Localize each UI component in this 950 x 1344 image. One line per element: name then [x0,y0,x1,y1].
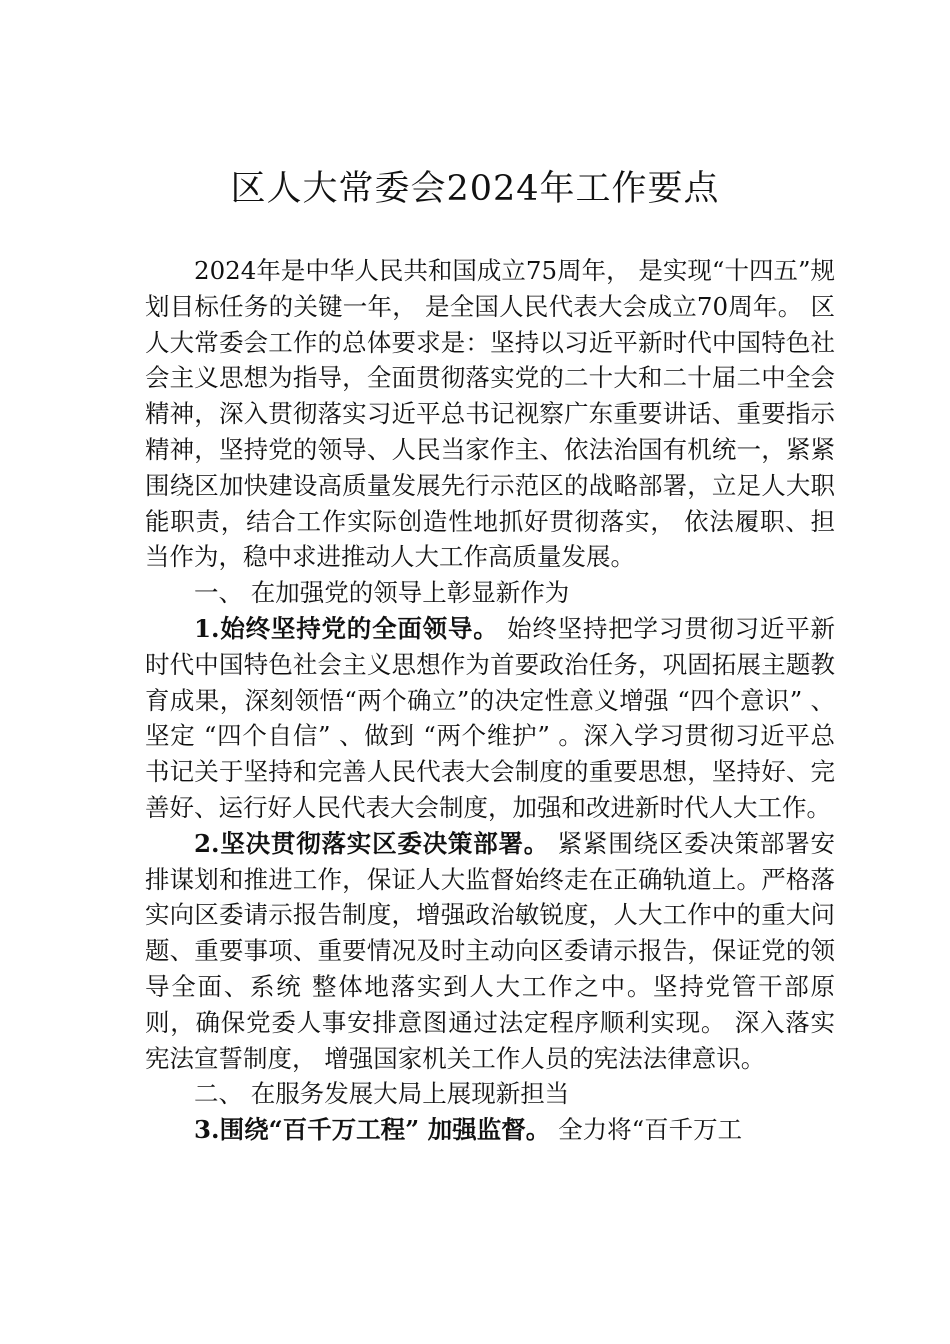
intro-paragraph: 2024年是中华人民共和国成立75周年， 是实现“十四五”规划目标任务的关键一年， 是全国人民代表大会成立70周年。 区人大常委会工作的总体要求是：坚持以习近平新时代中国特色社会主义思想为指导，全面贯彻落实党的二十大和二十届二中全会精神，深入贯彻落实习近平总书记视察广东重要讲话、重要指示精神，坚持党的领导、人民当家作主、依法治国有机统一，紧紧围绕区加快建设高质量发展先行示范区的战略部署，立足人大职能职责，结合工作实际创造性地抓好贯彻落实， 依法履职、担当作为，稳中求进推动人大工作高质量发展。 [145,256,835,572]
item-paragraph-1 [145,611,835,826]
item-paragraph-3 [145,1112,835,1148]
document-title: 区人大常委会2024年工作要点 [230,169,720,209]
item-text-2: 紧紧围绕区委决策部署安排谋划和推进工作，保证人大监督始终走在正确轨道上。严格落实向区委请示报告制度，增强政治敏锐度，人大工作中的重大问题、重要事项、重要情况及时主动向区委请示报告，保证党的领导全面、系统 整体地落实到人大工作之中。坚持党管干部原则，确保党委人事安排意图通过法定程序顺利实现。 深入落实宪法宣誓制度， 增强国家机关工作人员的宪法法律意识。 [145,828,835,1073]
item-text-3: 全力将“百千万工 [550,1115,743,1145]
item-text-1: 始终坚持把学习贯彻习近平新时代中国特色社会主义思想作为首要政治任务，巩固拓展主题教育成果，深刻领悟“两个确立”的决定性意义增强 “四个意识” 、坚定 “四个自信” 、做到 “两个维护” 。深入学习贯彻习近平总书记关于坚持和完善人民代表大会制度的重要思想，坚持好、完善好、运行好人民代表大会制度，加强和改进新时代人大工作。 [145,613,835,822]
item-lead-3: 3.围绕“百千万工程” 加强监督。 [194,1115,551,1145]
section-heading-1: 一、 在加强党的领导上彰显新作为 [194,578,570,608]
item-paragraph-2 [145,826,835,1077]
item-lead-1: 1.始终坚持党的全面领导。 [194,613,499,643]
document-body [145,253,835,1148]
item-lead-2: 2.坚决贯彻落实区委决策部署。 [194,828,550,858]
section-heading-2: 二、 在服务发展大局上展现新担当 [194,1079,570,1109]
